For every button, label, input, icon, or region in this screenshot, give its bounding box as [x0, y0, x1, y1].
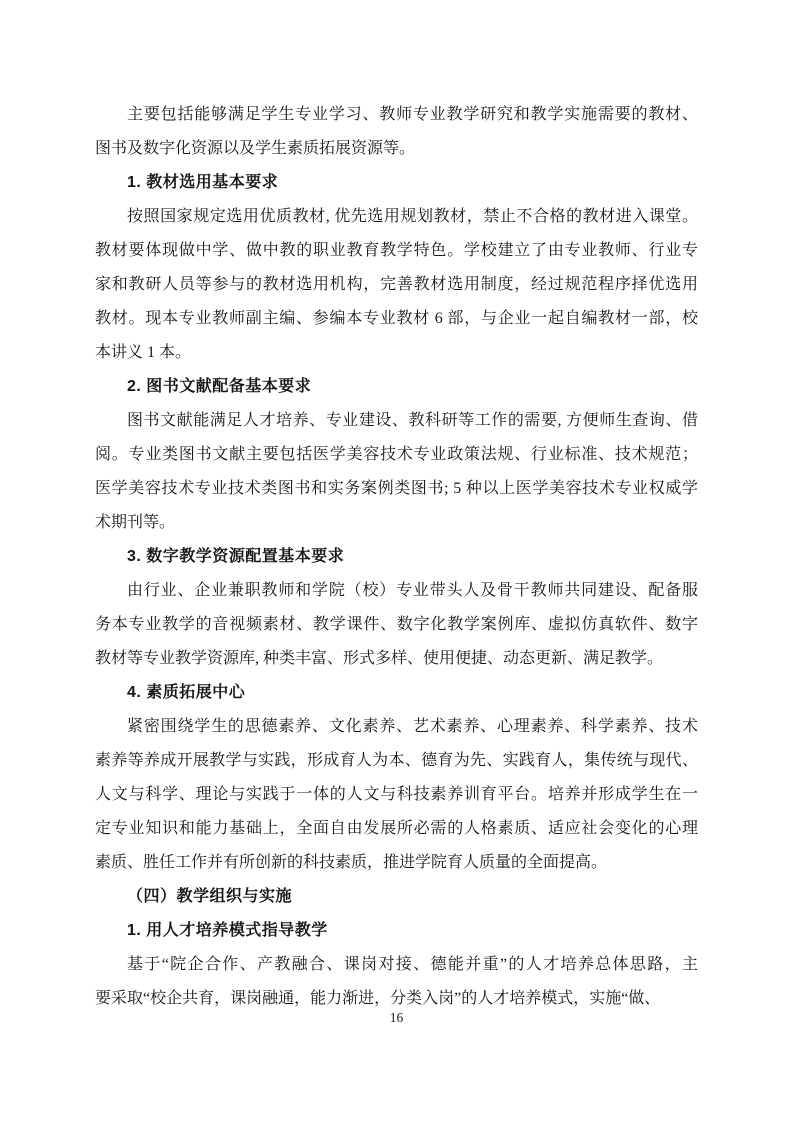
paragraph-line: 务本专业教学的音视频素材、教学课件、数字化教学案例库、虚拟仿真软件、数字: [95, 616, 698, 633]
paragraph-line: 紧密围绕学生的思德素养、文化素养、艺术素养、心理素养、科学素养、技术: [127, 718, 698, 735]
section-heading: 3. 数字教学资源配置基本要求: [127, 548, 345, 565]
paragraph-line: 教材。现本专业教师副主编、参编本专业教材 6 部，与企业一起自编教材一部，校: [95, 310, 698, 327]
section-heading: 4. 素质拓展中心: [127, 684, 246, 701]
paragraph-line: 素质、胜任工作并有所创新的科技素质，推进学院育人质量的全面提高。: [95, 854, 608, 871]
paragraph-line: 由行业、企业兼职教师和学院（校）专业带头人及骨干教师共同建设、配备服: [127, 582, 698, 599]
section-heading: 1. 用人才培养模式指导教学: [127, 922, 328, 939]
paragraph-line: 本讲义 1 本。: [95, 344, 192, 361]
paragraph-line: 定专业知识和能力基础上，全面自由发展所必需的人格素质、适应社会变化的心理: [95, 820, 698, 837]
paragraph-line: 教材要体现做中学、做中教的职业教育教学特色。学校建立了由专业教师、行业专: [95, 242, 698, 259]
paragraph-line: 要采取“校企共育，课岗融通，能力渐进，分类入岗”的人才培养模式，实施“做、: [95, 990, 661, 1007]
paragraph-line: 图书及数字化资源以及学生素质拓展资源等。: [95, 140, 416, 157]
paragraph-line: 按照国家规定选用优质教材, 优先选用规划教材，禁止不合格的教材进入课堂。: [127, 208, 698, 225]
paragraph-line: 家和教研人员等参与的教材选用机构，完善教材选用制度，经过规范程序择优选用: [95, 276, 698, 293]
section-heading: 2. 图书文献配备基本要求: [127, 378, 312, 395]
page-number: 16: [389, 1010, 404, 1025]
paragraph-line: 素养等养成开展教学与实践，形成育人为本、德育为先、实践育人，集传统与现代、: [95, 752, 698, 769]
document-text: [95, 98, 698, 1016]
paragraph-line: 主要包括能够满足学生专业学习、教师专业教学研究和教学实施需要的教材、: [127, 106, 698, 123]
paragraph-line: 医学美容技术专业技术类图书和实务案例类图书; 5 种以上医学美容技术专业权威学: [95, 480, 698, 497]
paragraph-line: 人文与科学、理论与实践于一体的人文与科技素养训育平台。培养并形成学生在一: [95, 786, 698, 803]
paragraph-line: 图书文献能满足人才培养、专业建设、教科研等工作的需要, 方便师生查询、借: [127, 412, 698, 429]
paragraph-line: 基于“院企合作、产教融合、课岗对接、德能并重”的人才培养总体思路，主: [127, 956, 698, 973]
paragraph-line: 阅。专业类图书文献主要包括医学美容技术专业政策法规、行业标准、技术规范；: [95, 446, 698, 463]
section-heading: 1. 教材选用基本要求: [127, 174, 279, 191]
paragraph-line: 术期刊等。: [95, 514, 176, 531]
section-heading: （四）教学组织与实施: [127, 888, 293, 905]
paragraph-line: 教材等专业教学资源库, 种类丰富、形式多样、使用便捷、动态更新、满足教学。: [95, 650, 664, 667]
